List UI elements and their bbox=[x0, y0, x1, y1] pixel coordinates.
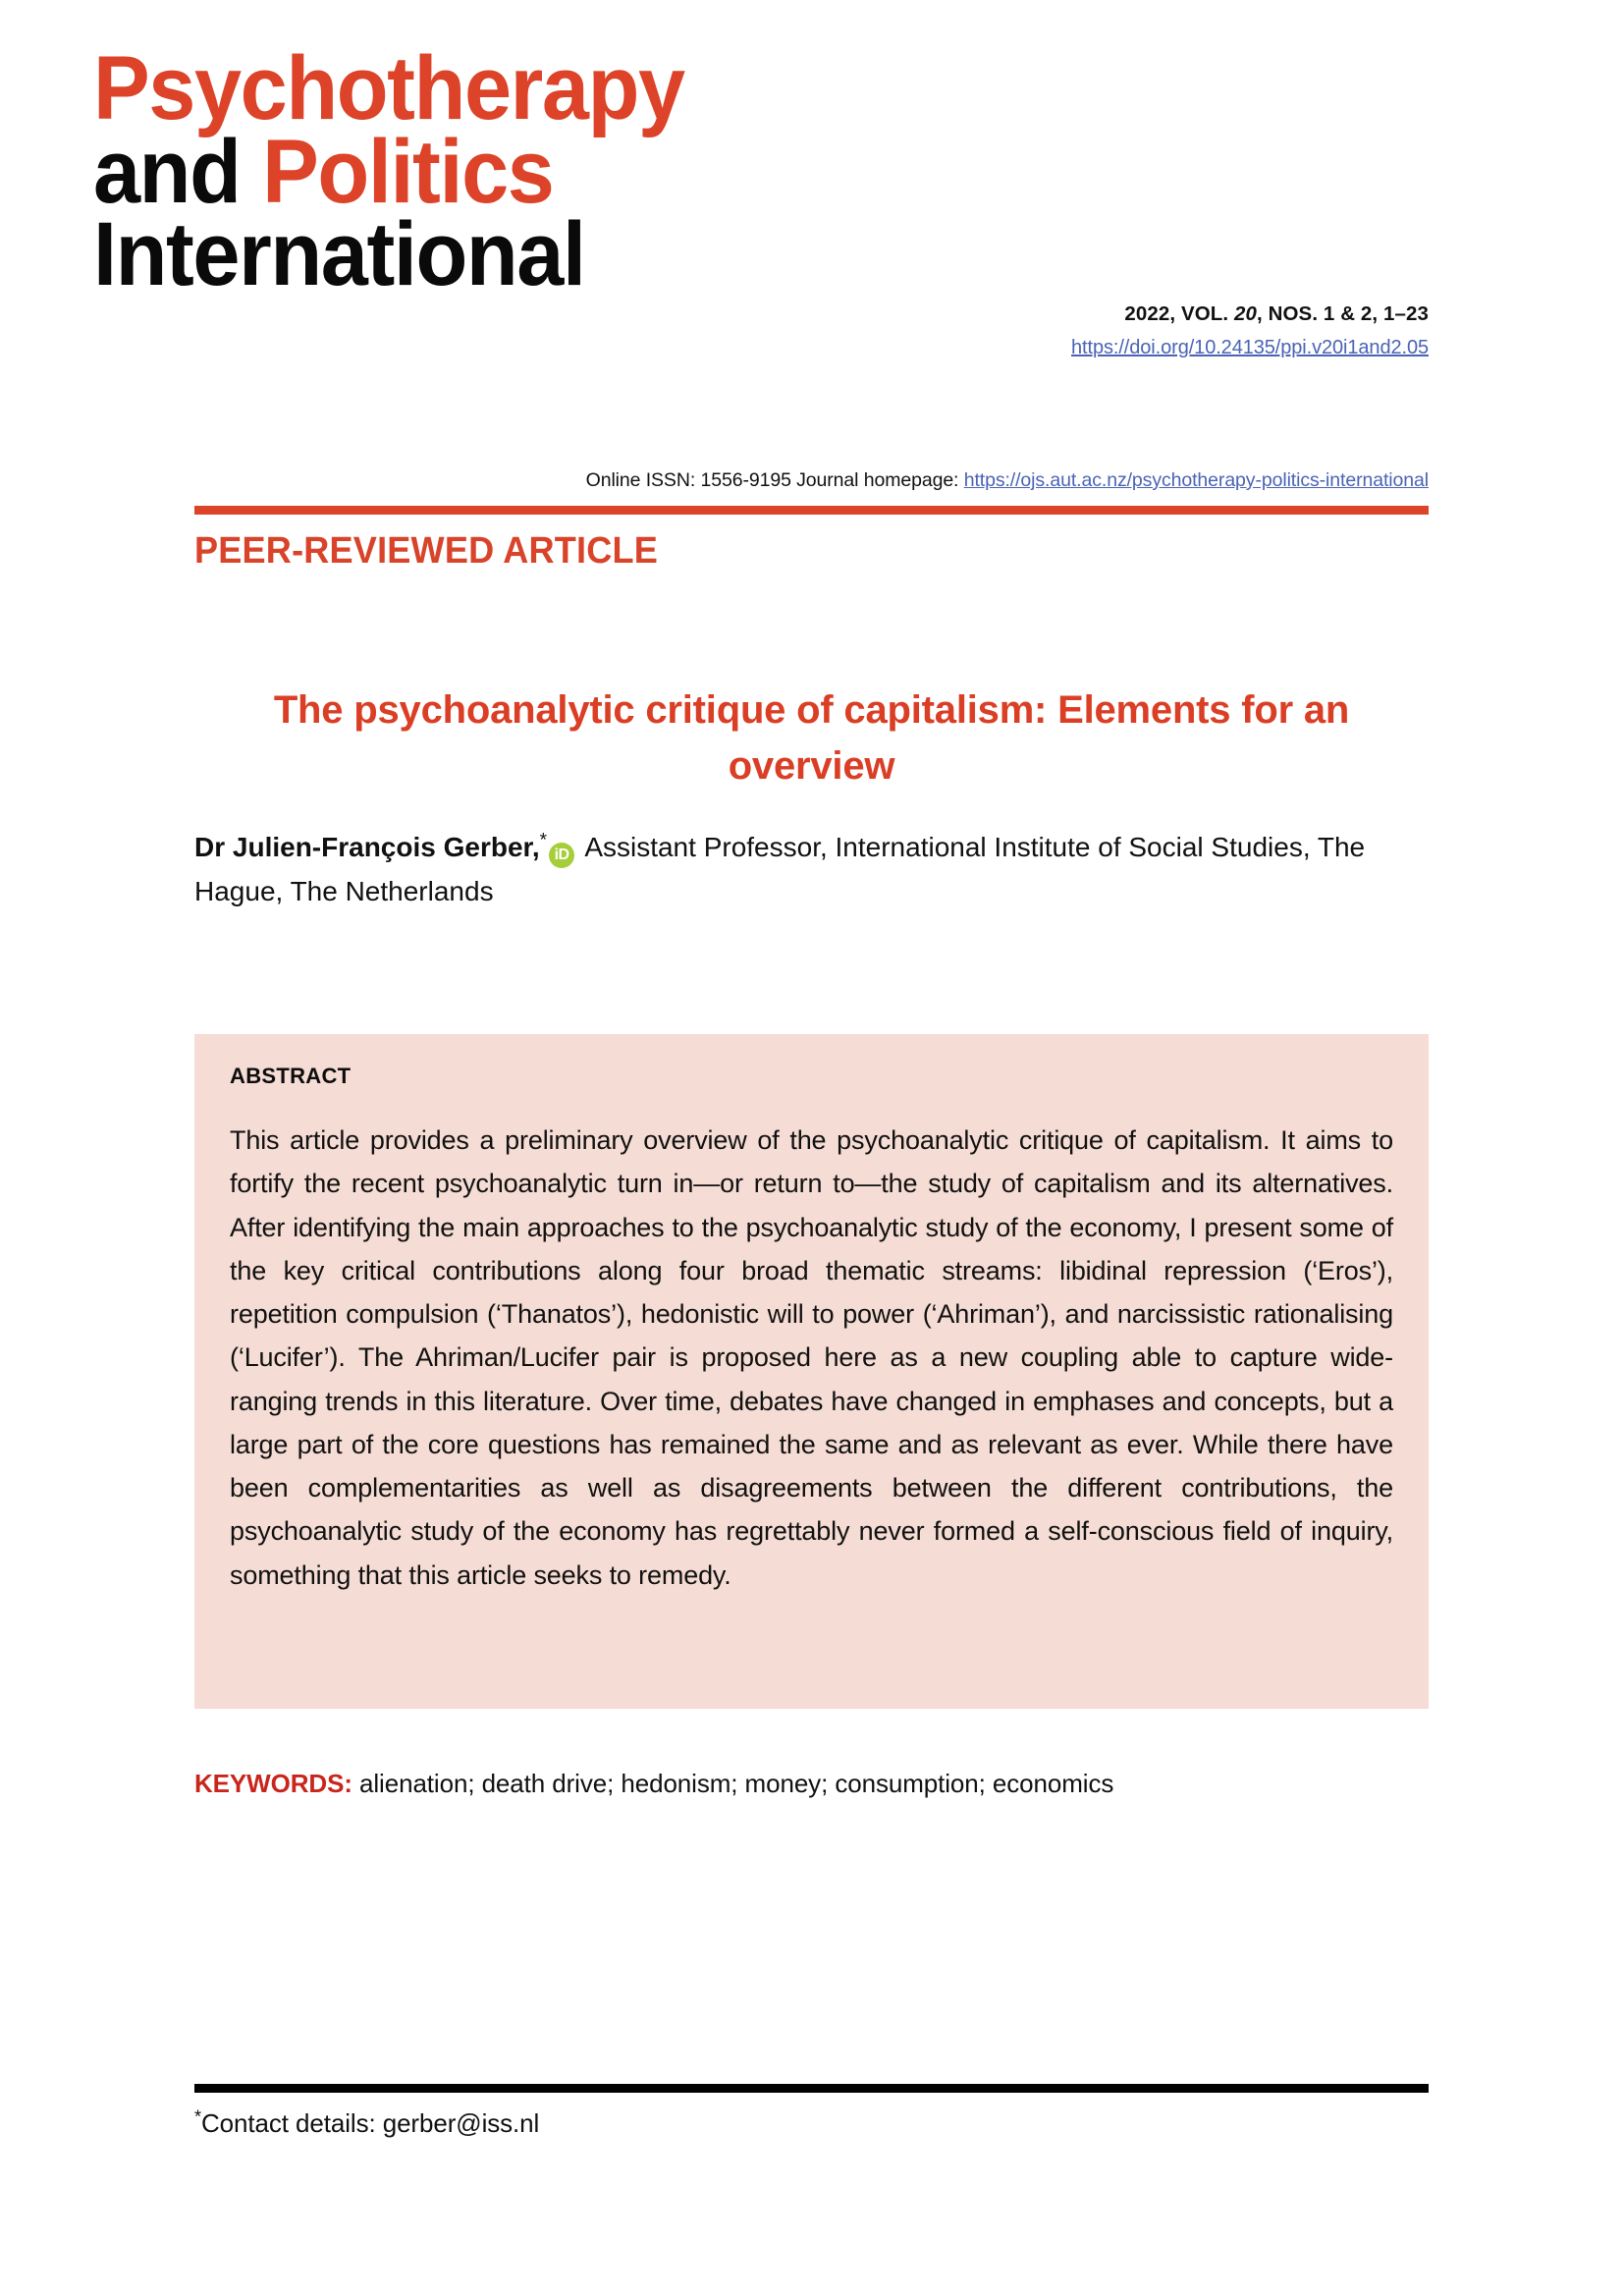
author-footnote-marker: * bbox=[539, 830, 548, 851]
journal-logo-line-3: International bbox=[93, 204, 585, 305]
keywords-line bbox=[194, 1765, 1434, 1803]
footnote-marker: * bbox=[194, 2106, 201, 2127]
issn-homepage-line bbox=[586, 469, 1429, 492]
journal-homepage-link[interactable]: https://ojs.aut.ac.nz/psychotherapy-politics-international bbox=[963, 469, 1429, 491]
footnote-black-rule bbox=[194, 2084, 1429, 2093]
issue-year-volume-prefix: 2022, VOL. bbox=[1124, 302, 1234, 325]
section-kicker: PEER-REVIEWED ARTICLE bbox=[194, 530, 658, 572]
header-red-rule bbox=[194, 506, 1429, 515]
issue-metadata bbox=[1071, 300, 1429, 362]
journal-logo-word-politics: Politics bbox=[262, 121, 554, 222]
doi-link[interactable]: https://doi.org/10.24135/ppi.v20i1and2.05 bbox=[1071, 336, 1429, 358]
author-affiliation-block bbox=[194, 825, 1434, 914]
issn-text: Online ISSN: 1556-9195 Journal homepage: bbox=[585, 469, 964, 491]
keywords-label: KEYWORDS: bbox=[194, 1769, 352, 1798]
issue-citation-line bbox=[1071, 300, 1429, 330]
journal-logo-line-1: Psychotherapy bbox=[93, 38, 684, 138]
author-affiliation: Assistant Professor, International Institute of Social Studies, The Hague, The Netherlands bbox=[194, 832, 1366, 907]
issue-volume-number: 20 bbox=[1233, 302, 1257, 325]
abstract-text: This article provides a preliminary overview of the psychoanalytic critique of capitalism. It aims to fortify the recent psychoanalytic turn in—or return to—the study of capitalism and its alternatives. After identifying the main approaches to the psychoanalytic study of the economy, I present some of the key critical contributions along four broad thematic streams: libidinal repression (‘Eros’), repetition compulsion (‘Thanatos’), hedonistic will to power (‘Ahriman’), and narcissistic rationalising (‘Lucifer’). The Ahriman/Lucifer pair is proposed here as a new coupling able to capture wide-ranging trends in this literature. Over time, debates have changed in emphases and concepts, but a large part of the core questions has remained the same and as relevant as ever. While there have been complementarities as well as disagreements between the different contributions, the psychoanalytic study of the economy has regrettably never formed a self-conscious field of inquiry, something that this article seeks to remedy. bbox=[230, 1125, 1393, 1590]
keywords-list: alienation; death drive; hedonism; money; consumption; economics bbox=[352, 1769, 1114, 1798]
journal-logo-line-2 bbox=[93, 121, 730, 222]
footnote-text: Contact details: gerber@iss.nl bbox=[200, 2108, 540, 2138]
issue-numbers-pages: , NOS. 1 & 2, 1–23 bbox=[1257, 302, 1429, 325]
journal-logo-word-and: and bbox=[93, 121, 263, 222]
orcid-id-icon[interactable]: iD bbox=[549, 843, 574, 868]
abstract-box bbox=[194, 1034, 1429, 1709]
abstract-label: ABSTRACT bbox=[230, 1064, 352, 1088]
author-name: Dr Julien-François Gerber, bbox=[194, 832, 540, 862]
contact-footnote bbox=[194, 2108, 539, 2139]
journal-logo bbox=[93, 38, 771, 305]
page-title: The psychoanalytic critique of capitalism: Elements for an overview bbox=[273, 687, 1350, 788]
